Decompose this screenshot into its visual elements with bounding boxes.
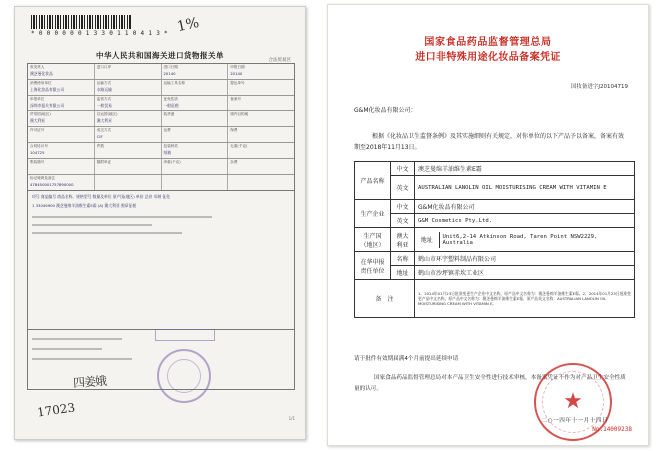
form-cell-label: 贸易国(地区) bbox=[30, 112, 51, 117]
handwritten-signature: 四姜娥 bbox=[72, 373, 107, 391]
form-cell-label: 件数 bbox=[96, 143, 104, 148]
form-cell-value: 20140 bbox=[230, 71, 243, 76]
handwritten-mark: 1% bbox=[175, 14, 201, 36]
form-cell bbox=[228, 96, 294, 111]
form-cell-value: CIF bbox=[96, 134, 103, 140]
manufacturer-cn: G&M化妆品有限公司 bbox=[415, 200, 635, 214]
form-cell-label: 运输方式 bbox=[96, 80, 112, 85]
form-cell-value: 20140 bbox=[163, 71, 176, 76]
issue-date: 二○一四年十一月十四日 bbox=[541, 418, 608, 424]
form-cell-value: 澳芝曼化妆品 bbox=[30, 71, 53, 76]
form-cell bbox=[28, 127, 95, 142]
customs-form-title: 中华人民共和国海关进口货物报关单 bbox=[96, 51, 224, 60]
agent-name: 鹤山市环宇塑料制品有限公司 bbox=[415, 252, 635, 266]
form-cell-label: 许可证号 bbox=[30, 128, 45, 133]
barcode bbox=[31, 15, 131, 29]
mfr-cn-label: 中文 bbox=[391, 200, 415, 214]
text-line bbox=[32, 216, 212, 218]
form-cell bbox=[162, 64, 229, 79]
remark-label: 备 注 bbox=[355, 280, 415, 318]
customs-declaration-document bbox=[14, 6, 306, 440]
form-cell-label: 标记唛码及备注 bbox=[30, 175, 56, 180]
address-subtable bbox=[415, 232, 634, 248]
table-row bbox=[355, 280, 635, 318]
form-row bbox=[28, 111, 294, 127]
form-cell-label: 监管方式 bbox=[96, 96, 112, 101]
star-icon: ★ bbox=[563, 389, 583, 414]
form-cell-label: 备案号 bbox=[230, 96, 242, 101]
text-line bbox=[32, 232, 182, 234]
form-cell-label: 保费 bbox=[230, 128, 238, 133]
form-row bbox=[28, 96, 294, 112]
table-row bbox=[415, 232, 634, 248]
goods-item: 1 33049900 澳芝曼绵羊油维生素E霜 (A) 澳大利亚 照章征税 bbox=[32, 203, 137, 208]
form-cell bbox=[28, 143, 95, 158]
customs-form-grid bbox=[27, 63, 295, 191]
form-cell bbox=[28, 64, 95, 79]
form-cell bbox=[162, 96, 229, 111]
form-cell bbox=[228, 175, 294, 191]
form-cell bbox=[95, 175, 162, 191]
manufacturer-en: G&M Cosmetics Pty.Ltd. bbox=[415, 214, 635, 228]
addressee: G&M化妆品有限公司： bbox=[354, 107, 417, 114]
product-name-cn: 澳芝曼绵羊油维生素E霜 bbox=[415, 162, 635, 176]
form-cell-label: 包装种类 bbox=[163, 143, 178, 148]
form-cell bbox=[95, 80, 162, 95]
form-cell-value: 104725 bbox=[30, 149, 45, 155]
goods-section bbox=[27, 190, 295, 330]
form-cell-value: 一般贸易 bbox=[96, 102, 112, 108]
form-cell bbox=[95, 64, 162, 79]
agent-label: 在华申报责任单位 bbox=[355, 252, 391, 280]
table-row bbox=[355, 200, 635, 214]
form-cell-value: 深圳市报关有限公司 bbox=[30, 102, 65, 108]
manufacturer-label: 生产企业 bbox=[355, 200, 391, 228]
country-label: 生产国（地区） bbox=[355, 228, 391, 252]
form-cell-label: 进口日期 bbox=[163, 65, 178, 69]
form-cell bbox=[28, 111, 95, 126]
agent-address: 鹤山市沙坪镇赤坎工业区 bbox=[415, 266, 635, 280]
page-mark: 1/1 bbox=[288, 416, 295, 421]
certificate-title-type: 进口非特殊用途化妆品备案凭证 bbox=[415, 52, 561, 63]
serial-number: No.14009238 bbox=[592, 426, 632, 433]
handwritten-number: 17023 bbox=[36, 400, 76, 420]
form-cell bbox=[162, 127, 229, 142]
form-cell-label: 合同协议号 bbox=[30, 143, 48, 148]
form-cell bbox=[28, 159, 95, 174]
customs-sub-label: 合法贸易区 bbox=[268, 58, 291, 63]
form-cell-label: 申报日期 bbox=[230, 65, 245, 69]
address-label: 地址 bbox=[415, 232, 439, 248]
form-cell bbox=[95, 143, 162, 158]
record-number: 国妆备进字J20104719 bbox=[570, 84, 628, 90]
form-cell-value: 澳大利亚 bbox=[96, 118, 112, 124]
form-row bbox=[28, 127, 294, 143]
form-cell bbox=[28, 175, 95, 191]
product-info-table bbox=[354, 161, 635, 318]
form-cell-label: 启运国(地区) bbox=[96, 112, 118, 117]
form-row bbox=[28, 64, 294, 80]
text-line bbox=[32, 348, 102, 350]
cn-label: 中文 bbox=[391, 162, 415, 176]
form-cell-label: 运费 bbox=[163, 128, 171, 133]
form-cell bbox=[162, 80, 229, 95]
country-value: 澳大利亚 bbox=[391, 228, 415, 252]
form-cell bbox=[228, 64, 294, 79]
text-line bbox=[32, 224, 152, 226]
form-cell bbox=[95, 127, 162, 142]
table-row bbox=[355, 176, 635, 200]
form-cell-label: 进口口岸 bbox=[96, 65, 112, 69]
agent-name-label: 名称 bbox=[391, 252, 415, 266]
text-line bbox=[32, 358, 132, 360]
remark-text: 1、2014年01月23日批准变更生产企业中文名称，原产品中文名称为：澳芝曼绵羊油维生素E霜。2、2014年01月23日批准变更产品中文名称，原产品中文名称为：澳芝曼绵羊油维生素E霜，原产品英文名称：AUSTRALIAN LANOLIN OIL MOISTURISING CREAM WITH VITAMIN E。 bbox=[415, 280, 635, 318]
form-cell-value: 水路运输 bbox=[96, 86, 112, 92]
form-cell bbox=[228, 143, 294, 158]
form-cell bbox=[95, 96, 162, 111]
certificate-title-agency: 国家食品药品监督管理总局 bbox=[424, 37, 552, 48]
form-cell-label: 成交方式 bbox=[96, 128, 112, 133]
form-cell-label: 毛重(千克) bbox=[230, 143, 248, 148]
certificate-footer-text: 国家食品药品监督管理总局对本产品卫生安全性进行技术审核，本备案凭证不作为对产品卫生安全性质量的认可。 bbox=[354, 375, 626, 392]
table-row bbox=[355, 228, 635, 252]
form-cell bbox=[95, 111, 162, 126]
form-cell bbox=[228, 159, 294, 174]
form-cell-label: 随附单证 bbox=[96, 159, 112, 164]
customs-round-seal bbox=[157, 349, 211, 403]
en-label: 英文 bbox=[391, 176, 415, 200]
barcode-number: * 0 0 0 0 0 0 1 3 3 0 1 1 0 4 1 3 * bbox=[31, 30, 168, 37]
rectangular-stamp bbox=[155, 329, 215, 341]
table-row bbox=[355, 252, 635, 266]
mfr-en-label: 英文 bbox=[391, 214, 415, 228]
form-cell bbox=[28, 80, 95, 95]
product-name-label: 产品名称 bbox=[355, 162, 391, 200]
form-cell-label: 消费使用单位 bbox=[30, 80, 52, 85]
form-cell bbox=[162, 175, 229, 191]
form-cell-label: 集装箱号 bbox=[30, 159, 45, 164]
form-cell-label: 征免性质 bbox=[163, 96, 178, 101]
form-cell-value: 澳大利亚 bbox=[30, 118, 46, 124]
form-cell bbox=[162, 159, 229, 174]
form-cell bbox=[95, 159, 162, 174]
form-cell-label: 装货港 bbox=[163, 112, 175, 117]
address-cell bbox=[415, 228, 635, 252]
form-cell bbox=[228, 111, 294, 126]
certificate-body-text: 根据《化妆品卫生监督条例》及其实施细则有关规定，对你单位的以下产品予以备案，备案有效期至2018年11月13日。 bbox=[354, 133, 625, 151]
form-row bbox=[28, 175, 294, 191]
form-cell bbox=[228, 80, 294, 95]
table-row bbox=[355, 162, 635, 176]
form-cell bbox=[162, 143, 229, 158]
table-row bbox=[355, 214, 635, 228]
form-cell-value: 纸箱 bbox=[163, 149, 172, 155]
form-cell bbox=[162, 111, 229, 126]
agent-addr-label: 地址 bbox=[391, 266, 415, 280]
form-cell-label: 净重(千克) bbox=[163, 159, 181, 164]
table-row bbox=[355, 266, 635, 280]
form-cell-label: 申报单位 bbox=[30, 96, 45, 101]
text-line bbox=[32, 338, 122, 340]
form-cell-label: 提运单号 bbox=[230, 80, 245, 85]
form-cell-value: 上海化妆品有限公司 bbox=[30, 86, 65, 92]
form-cell-label: 收发货人 bbox=[30, 65, 45, 69]
manufacturer-address: Unit6,2-14 Atkinson Road, Taren Point NSW2229, Australia bbox=[442, 233, 598, 246]
form-cell-label: 境内目的地 bbox=[230, 112, 249, 117]
validity-note: 请于批件有效期届满4个月前提出延续申请 bbox=[354, 356, 459, 362]
form-row bbox=[28, 143, 294, 159]
form-cell bbox=[228, 127, 294, 142]
form-row bbox=[28, 80, 294, 96]
form-row bbox=[28, 159, 294, 175]
cosmetics-record-certificate bbox=[327, 4, 649, 446]
form-cell-label: 杂费 bbox=[230, 159, 238, 164]
form-cell bbox=[28, 96, 95, 111]
form-cell-label: 运输工具名称 bbox=[163, 80, 186, 85]
product-name-en: AUSTRALIAN LANOLIN OIL MOISTURISING CREAM WITH VITAMIN E bbox=[415, 176, 635, 200]
goods-header: 项号 商品编号 商品名称、规格型号 数量及单位 原产国(地区) 单价 总价 币制 征免 bbox=[32, 194, 170, 199]
form-cell-value: 478400001757890000 bbox=[30, 181, 74, 187]
form-cell-value: 一般征税 bbox=[163, 102, 179, 108]
